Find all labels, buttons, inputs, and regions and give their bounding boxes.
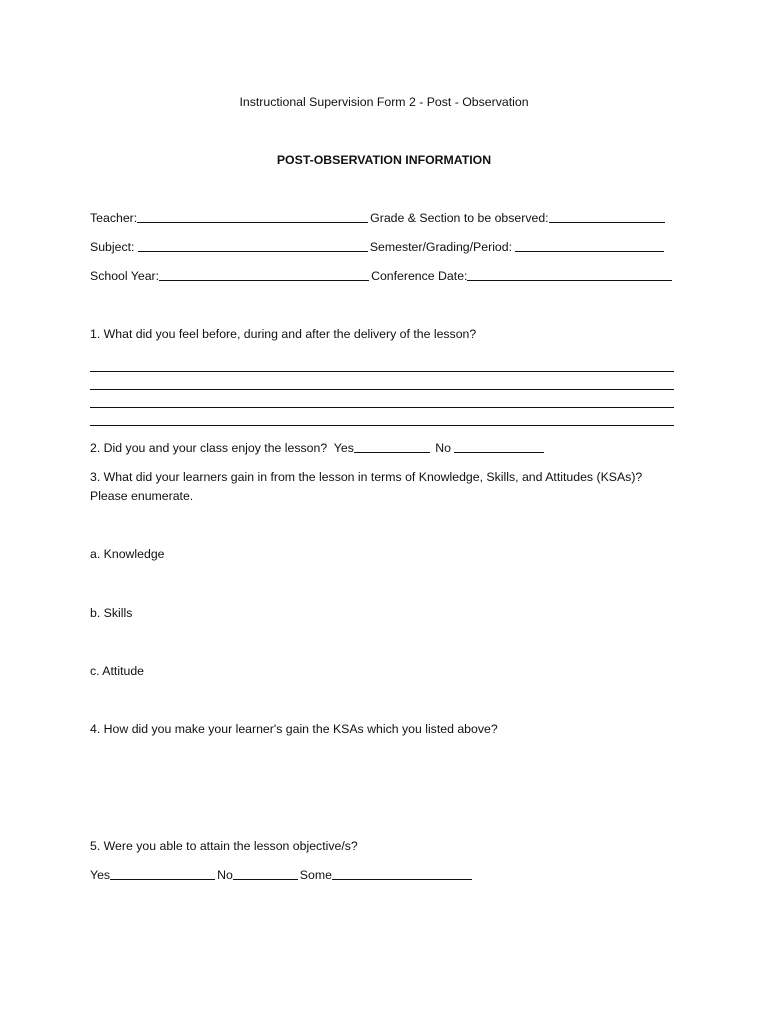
question-5-yes-field[interactable] (110, 867, 215, 880)
question-5-some-field[interactable] (332, 867, 472, 880)
question-1: 1. What did you feel before, during and after the delivery of the lesson? (90, 327, 477, 341)
question-4: 4. How did you make your learner's gain the KSAs which you listed above? (90, 722, 498, 736)
form-title: Instructional Supervision Form 2 - Post - Observation (239, 95, 529, 109)
teacher-grade-row (90, 210, 680, 226)
question-2: 2. Did you and your class enjoy the lesson? Yes (90, 441, 354, 455)
school-year-conference-row (90, 268, 680, 284)
question-2-yes-field[interactable] (354, 440, 430, 453)
question-5-answer-row (90, 867, 680, 883)
conference-date-field[interactable] (467, 268, 672, 281)
question-2-no-field[interactable] (454, 440, 544, 453)
subject-field[interactable] (138, 239, 368, 252)
grade-section-field[interactable] (549, 210, 665, 223)
skills-item: b. Skills (90, 606, 133, 620)
question-3-line-2: Please enumerate. (90, 489, 194, 503)
subject-semester-row (90, 239, 680, 255)
conference-date-label: Conference Date: (371, 269, 468, 283)
question-2-no-label: No (431, 441, 455, 455)
teacher-field[interactable] (137, 210, 368, 223)
question-5-no-field[interactable] (233, 867, 298, 880)
section-title: POST-OBSERVATION INFORMATION (276, 153, 492, 167)
question-3-line-1: 3. What did your learners gain in from the lesson in terms of Knowledge, Skills, and Attitudes (KSAs)? (90, 470, 643, 484)
subject-label: Subject: (90, 240, 138, 254)
knowledge-item: a. Knowledge (90, 547, 165, 561)
answer-1-line-2[interactable] (90, 389, 674, 390)
school-year-label: School Year: (90, 269, 160, 283)
question-5-some-label: Some (299, 868, 332, 882)
grade-section-label: Grade & Section to be observed: (370, 211, 549, 225)
semester-label: Semester/Grading/Period: (369, 240, 516, 254)
teacher-label: Teacher: (90, 211, 138, 225)
answer-1-line-3[interactable] (90, 407, 674, 408)
attitude-item: c. Attitude (90, 664, 145, 678)
answer-1-line-1[interactable] (90, 371, 674, 372)
question-5: 5. Were you able to attain the lesson objective/s? (90, 839, 358, 853)
question-2-row (90, 440, 680, 456)
question-5-no-label: No (217, 868, 233, 882)
answer-1-line-4[interactable] (90, 425, 674, 426)
semester-field[interactable] (515, 239, 664, 252)
school-year-field[interactable] (159, 268, 369, 281)
question-5-yes-label: Yes (90, 868, 111, 882)
